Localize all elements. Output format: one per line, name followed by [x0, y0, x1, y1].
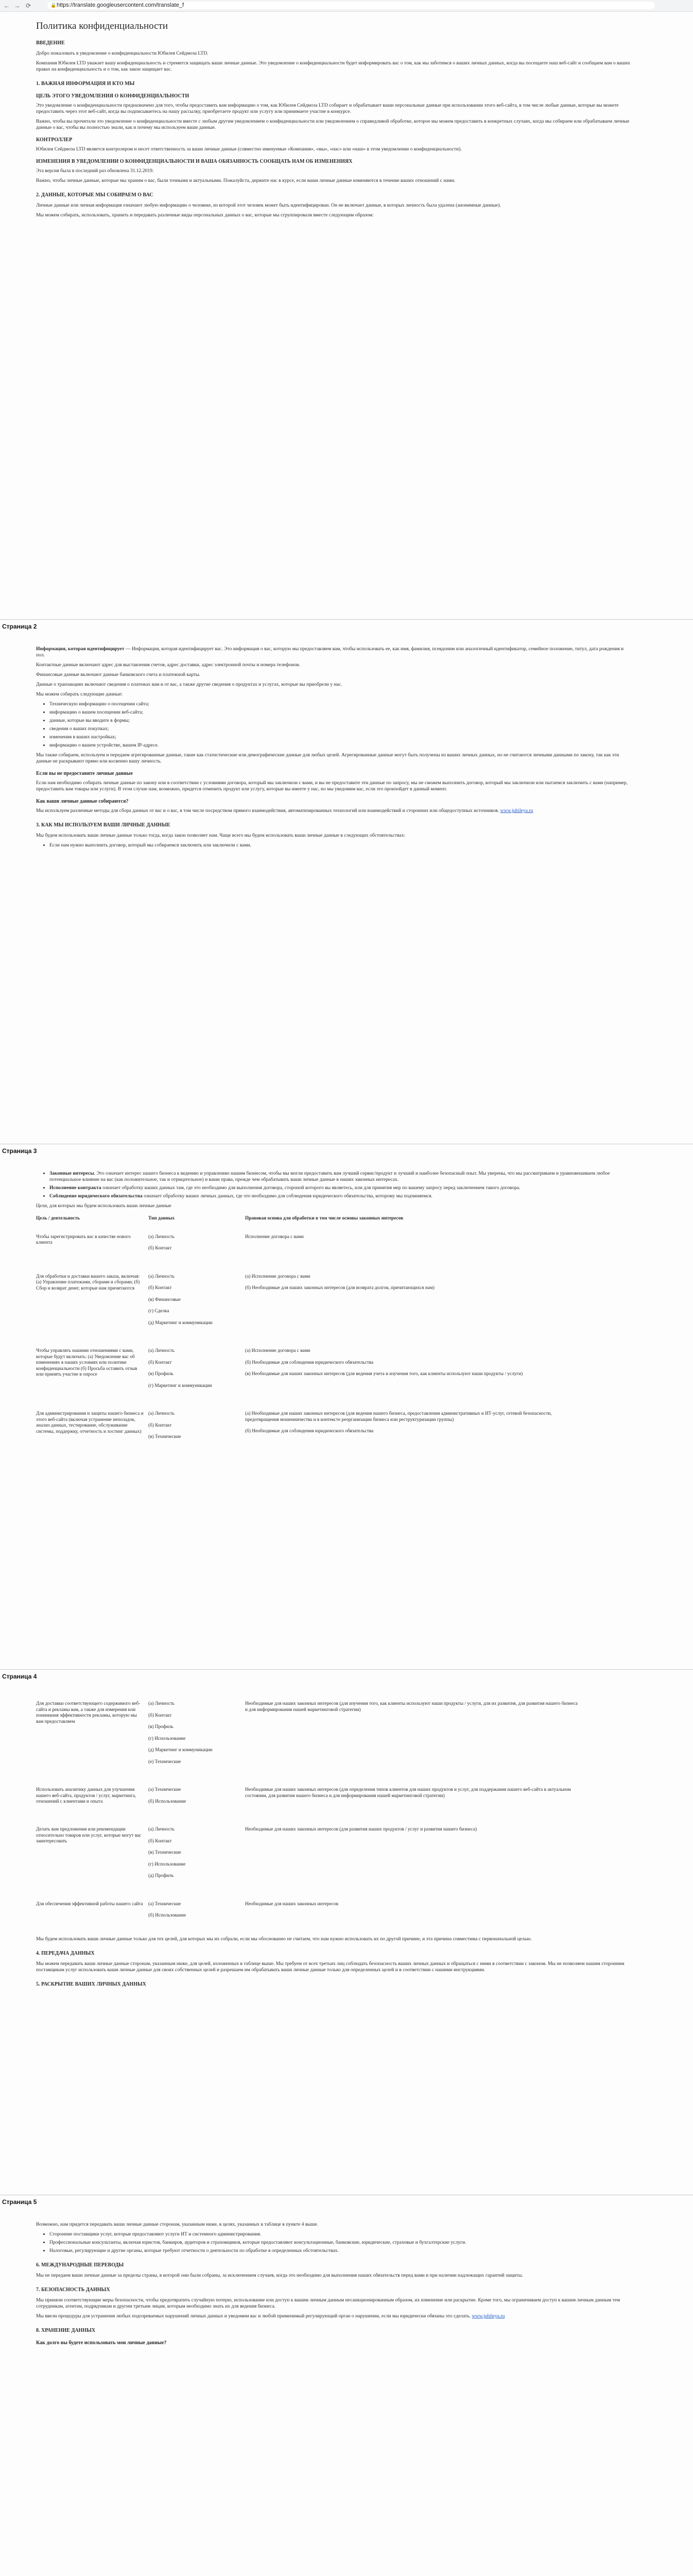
paragraph: Возможно, нам придется передавать ваши личные данные сторонам, указанным ниже, в целях, указанных в таблице в пункте 4 выше.	[36, 2222, 318, 2227]
page-separator	[0, 1144, 693, 1160]
list-item: • Соблюдение юридического обязательства означает обработку ваших личных данных, где это необходимо для соблюдения юридического обязательства, которому мы подчиняемся.	[49, 1193, 633, 1199]
reload-icon[interactable]: ⟳	[25, 2, 31, 9]
forward-icon[interactable]: →	[14, 2, 20, 9]
table-cell: Чтобы зарегистрировать вас в качестве нового клиента	[36, 1234, 131, 1245]
table-cell: (а) Необходимые для наших законных интересов (для ведения нашего бизнеса, предоставления административных и ИТ-услуг, сетевой безопасности, предотвращения мошенничества и в контексте реорганизации бизнеса или реструктуризации группы) (б) Необходимые для соблюдения юридического обязательства	[245, 1411, 552, 1434]
table-cell: Для администрирования и защиты нашего бизнеса и этого веб-сайта (включая устранение неполадок, анализ данных, тестирование, обслуживание системы, поддержку, отчетность и хостинг данных)	[36, 1411, 144, 1434]
document-page-4	[36, 1696, 633, 1992]
list-item: • Налоговые, регулирующие и другие органы, которые требуют отчетности о деятельности по обработке в определенных обстоятельствах.	[49, 2248, 633, 2254]
section-heading: 1. ВАЖНАЯ ИНФОРМАЦИЯ И КТО МЫ	[36, 81, 135, 87]
list-item: • информацию о вашем посещении веб-сайта;	[49, 709, 633, 716]
table-cell: Делать вам предложения или рекомендации относительно товаров или услуг, которые могут вас заинтересовать	[36, 1827, 142, 1844]
section-heading: ВВЕДЕНИЕ	[36, 40, 65, 46]
paragraph: Важно, чтобы вы прочитали это уведомление о конфиденциальности вместе с любым другим уведомлением о конфиденциальности или уведомлением о справедливой обработке, которое мы можем предоставить в конкретных случаях, когда мы собираем или обрабатываем личные данные о вас, чтобы вы полностью знали, как и почему мы используем ваши данные.	[36, 118, 630, 130]
bullet-list	[36, 842, 633, 849]
table-cell: Необходимые для наших законных интересов (для изучения того, как клиенты используют наши продукты / услуги, для их развития, для развития нашего бизнеса и для информирования нашей маркетинговой стратегии)	[245, 1701, 578, 1713]
table-cell: (а) Личность (б) Контакт (в) Технические (г) Использование (д) Профиль	[148, 1827, 186, 1878]
table-cell: Чтобы управлять нашими отношениями с вами, которые будут включать: (а) Уведомление вас об изменениях в наших условиях или политике конфиденциальности (б) Просьба оставить отзыв или принять участие в опросе	[36, 1348, 137, 1377]
paragraph: Личные данные или личная информация означают любую информацию о человеке, из которой этот человек может быть идентифицирован. Он не включает данные, в которых личность была удалена (анонимные данные).	[36, 202, 501, 208]
paragraph: Цели, для которых мы будем использовать ваши личные данные	[36, 1203, 171, 1209]
paragraph: Мы можем передавать ваши личные данные сторонам, указанным ниже, для целей, изложенных в таблице выше. Мы требуем от всех третьих лиц соблюдать безопасность ваших личных данных и обращаться с ними в соответствии с законом. Мы не позволяем нашим сторонним поставщикам услуг использовать ваши личные данные для своих собственных целей и разрешаем им обрабатывать ваши личные данные только для определенных целей и в соответствии с нашими инструкциями.	[36, 1960, 625, 1973]
list-item: • сведения о ваших покупках;	[49, 726, 633, 732]
paragraph: Данные о транзакциях включают сведения о платежах вам и от вас, а также другие сведения о продуктах и услугах, которые вы приобрели у нас.	[36, 682, 342, 687]
table-row	[36, 1822, 582, 1896]
subsection-heading: Как долго вы будете использовать мои личные данные?	[36, 2340, 167, 2346]
page-label: Страница 5	[2, 2198, 37, 2206]
paragraph: Финансовые данные включают данные банковского счета и платежной карты.	[36, 672, 200, 677]
list-item: • Если нам нужно выполнить договор, который мы собираемся заключить или заключили с вами.	[49, 842, 633, 849]
list-item: • изменения в ваших настройках;	[49, 734, 633, 740]
paragraph: Мы не передаем ваши личные данные за пределы страны, в которой они были собраны, за исключением случаев, когда это необходимо для выполнения наших обязательств перед вами и при наличии надлежащих гарантий защиты.	[36, 2273, 523, 2278]
website-link[interactable]: www.jubileya.ru	[472, 2313, 505, 2319]
list-item: • информацию о вашем устройстве, вашем IP-адресе.	[49, 742, 633, 749]
page-separator	[0, 1669, 693, 1685]
paragraph: Мы будем использовать ваши личные данные только для тех целей, для которых мы их собрали, если мы обоснованно не считаем, что нам нужно использовать их по другой причине, и эта причина совместима с первоначальной целью.	[36, 1936, 532, 1942]
table-row	[36, 1229, 582, 1269]
table-header-cell: Тип данных	[148, 1216, 175, 1221]
paragraph: Важно, чтобы личные данные, которые мы храним о вас, были точными и актуальными. Пожалуйста, держите нас в курсе, если ваши личные данные изменяются в течение ваших отношений с нами.	[36, 178, 456, 183]
section-heading: 5. РАСКРЫТИЕ ВАШИХ ЛИЧНЫХ ДАННЫХ	[36, 1981, 146, 1987]
section-heading: 8. ХРАНЕНИЕ ДАННЫХ	[36, 2328, 96, 2333]
table-cell: Исполнение договора с вами	[245, 1234, 304, 1240]
purposes-table	[36, 1213, 582, 1458]
paragraph: Мы используем различные методы для сбора данных от вас и о вас, в том числе посредством прямого взаимодействия, автоматизированных технологий или взаимодействий и сторонних или общедоступных источников. www.jubileya.ru	[36, 808, 533, 814]
table-cell: Использовать аналитику данных для улучшения нашего веб-сайта, продуктов / услуг, маркетинга, отношений с клиентами и опыта	[36, 1787, 136, 1804]
table-header-cell: Цель / деятельность	[36, 1216, 80, 1221]
table-cell: Необходимые для наших законных интересов (для определения типов клиентов для наших продуктов и услуг, для поддержания нашего веб-сайта в актуальном состоянии, для развития нашего бизнеса и для информирования нашей маркетинговой стратегии)	[245, 1787, 571, 1799]
table-cell: Для доставки соответствующего содержимого веб-сайта и рекламы вам, а также для измерения или понимания эффективности рекламы, которую мы вам предоставляем	[36, 1701, 141, 1724]
lock-icon: 🔒	[50, 3, 57, 8]
back-icon[interactable]: ←	[4, 2, 10, 9]
paragraph: Контактные данные включают адрес для выставления счетов, адрес доставки, адрес электронной почты и номера телефонов.	[36, 662, 300, 668]
page-label: Страница 2	[2, 623, 37, 630]
paragraph: Мы ввели процедуры для устранения любых подозреваемых нарушений личных данных и уведомим вас и любой применимый регулирующий орган о нарушении, если мы юридически обязаны это сделать. www.jubileya.ru	[36, 2313, 505, 2319]
paragraph: Мы также собираем, используем и передаем агрегированные данные, такие как статистические или демографические данные для любых целей. Агрегированные данные могут быть получены из ваших личных данных, но не считаются личными данными по закону, так как эти данные не раскрывают прямо или косвенно вашу личность.	[36, 752, 619, 764]
paragraph: Мы можем собирать, использовать, хранить и передавать различные виды персональных данных о вас, которые мы сгруппировали вместе следующим образом:	[36, 212, 374, 218]
document-page-5	[36, 2222, 633, 2349]
table-cell: Для обработки и доставки вашего заказа, включая: (а) Управление платежами, сборами и сборами; (б) Сбор и возврат денег, которые нам причитаются	[36, 1274, 140, 1291]
table-row	[36, 1343, 582, 1406]
page-title: Политика конфиденциальности	[36, 21, 168, 31]
section-heading: 7. БЕЗОПАСНОСТЬ ДАННЫХ	[36, 2287, 110, 2293]
subsection-heading: Если вы не предоставите личные данные	[36, 771, 133, 776]
table-cell: (а) Личность (б) Контакт (в) Финансовые (г) Сделка (д) Маркетинг и коммуникации	[148, 1274, 213, 1326]
table-row	[36, 1696, 582, 1782]
document-page-3	[36, 1171, 633, 1458]
bullet-list	[36, 701, 633, 749]
section-heading: 3. КАК МЫ ИСПОЛЬЗУЕМ ВАШИ ЛИЧНЫЕ ДАННЫЕ	[36, 822, 170, 828]
paragraph: Эта версия была в последний раз обновлена 31.12.2019.	[36, 168, 154, 174]
table-header-row	[36, 1213, 582, 1229]
subsection-heading: КОНТРОЛЛЕР	[36, 137, 73, 143]
paragraph: Юбилея Сейдмоза LTD является контролером и несет ответственность за ваши личные данные (совместно именуемые «Компания», «мы», «нас» или «наш» в этом уведомлении о конфиденциальности).	[36, 146, 462, 152]
table-cell: (а) Личность (б) Контакт (в) Профиль (г) Использование (д) Маркетинг и коммуникации (е) Технические	[148, 1701, 213, 1765]
section-heading: 6. МЕЖДУНАРОДНЫЕ ПЕРЕВОДЫ	[36, 2262, 124, 2268]
list-item: • Исполнение контракта означает обработку ваших данных там, где это необходимо для выполнения договора, стороной которого вы являетесь, или для принятия мер по вашему запросу перед заключением такого договора.	[49, 1185, 633, 1191]
table-row	[36, 1782, 582, 1822]
list-item: • данные, которые вы вводите в формы;	[49, 718, 633, 724]
table-cell: (а) Личность (б) Контакт (в) Профиль (г) Маркетинг и коммуникации	[148, 1348, 212, 1388]
website-link[interactable]: www.jubileya.ru	[500, 808, 533, 814]
address-bar-url: https://translate.googleusercontent.com/translate_f	[57, 2, 184, 8]
list-item: • Техническую информацию о посещении сайта;	[49, 701, 633, 707]
table-cell: (а) Исполнение договора с вами (б) Необходимые для соблюдения юридического обязательства (в) Необходимые для наших законных интересов (для ведения учета и изучения того, как клиенты используют наши продукты / услуги)	[245, 1348, 523, 1377]
table-cell: Для обеспечения эффективной работы нашего сайта	[36, 1901, 143, 1907]
list-item: • Профессиональные консультанты, включая юристов, банкиров, аудиторов и страховщиков, которые предоставляют консультационные, банковские, юридические, страховые и бухгалтерские услуги.	[49, 2240, 633, 2246]
table-row	[36, 1406, 582, 1458]
table-cell: Необходимые для наших законных интересов	[245, 1901, 338, 1907]
browser-toolbar	[0, 0, 693, 12]
paragraph: Это уведомление о конфиденциальности предназначено для того, чтобы предоставить вам информацию о том, как Юбилея Сейдмоза LTD собирает и обрабатывает ваши персональные данные при использовании этого веб-сайта, в том числе любые данные, которые вы можете предоставить через этот веб-сайт, когда вы подписываетесь на нашу рассылку, приобретаете продукт или услугу или принимаете участие в конкурсе.	[36, 103, 619, 114]
table-cell: (а) Технические (б) Использование	[148, 1787, 186, 1804]
table-header-cell: Правовая основа для обработки в том числе основы законных интересов	[245, 1216, 404, 1221]
page-separator	[0, 2195, 693, 2211]
table-cell: (а) Личность (б) Контакт (в) Технические	[148, 1411, 181, 1439]
purposes-table-continued	[36, 1696, 582, 1936]
table-cell: (а) Исполнение договора с вами (б) Необходимые для наших законных интересов (для возврата долгов, причитающихся нам)	[245, 1274, 435, 1291]
document-page-2	[36, 646, 633, 852]
bullet-list	[36, 1171, 633, 1199]
table-row	[36, 1896, 582, 1936]
subsection-heading: ИЗМЕНЕНИЯ В УВЕДОМЛЕНИИ О КОНФИДЕНЦИАЛЬНОСТИ И ВАША ОБЯЗАННОСТЬ СООБЩАТЬ НАМ ОБ ИЗМЕНЕНИЯХ	[36, 159, 353, 164]
paragraph: Мы приняли соответствующие меры безопасности, чтобы предотвратить случайную потерю, использование или доступ к вашим личным данным несанкционированным образом, их изменение или раскрытие. Кроме того, мы ограничиваем доступ к вашим личным данным тем сотрудникам, агентам, подрядчикам и другим третьим лицам, которым необходимо знать их для ведения бизнеса.	[36, 2297, 620, 2309]
paragraph: Информация, которая идентифицирует — Информация, которая идентифицирует вас. Это информация о вас, которую мы предоставляем вам, чтобы использовать ее, как имя, фамилия, псевдоним или аналогичный идентификатор, семейное положение, титул, дата рождения и пол.	[36, 646, 624, 658]
paragraph: Добро пожаловать в уведомление о конфиденциальности Юбилея Сейдмоза LTD.	[36, 50, 209, 56]
subsection-heading: ЦЕЛЬ ЭТОГО УВЕДОМЛЕНИЯ О КОНФИДЕНЦИАЛЬНОСТИ	[36, 93, 189, 99]
bullet-list	[36, 2231, 633, 2254]
page-label: Страница 4	[2, 1673, 37, 1680]
page-separator	[0, 619, 693, 635]
subsection-heading: Как ваши личные данные собираются?	[36, 799, 129, 804]
table-row	[36, 1269, 582, 1344]
paragraph: Компания Юбилея LTD уважает вашу конфиденциальность и стремится защищать ваши личные данные. Это уведомление о конфиденциальности будет информировать вас о том, как мы заботимся о ваших личных данных, когда вы посещаете наш веб-сайт и сообщаем вам о ваших правах на конфиденциальность и о том, как закон защищает вас.	[36, 60, 630, 72]
page-label: Страница 3	[2, 1147, 37, 1155]
paragraph: Если нам необходимо собирать личные данные по закону или в соответствии с условиями договора, который мы заключили с вами, и вы не предоставите эти данные по запросу, мы не сможем выполнить договор, который мы заключили или пытаемся заключить с вами (например, предоставить вам товары или услуги). В этом случае нам, возможно, придется отменить продукт или услугу, которые вы имеете у нас, но мы уведомим вас, если это произойдет в данный момент.	[36, 780, 628, 792]
paragraph: Мы можем собирать следующие данные:	[36, 691, 123, 697]
document-page-1	[36, 21, 633, 222]
list-item: • Законные интересы. Это означает интерес нашего бизнеса к ведению и управлению нашим бизнесом, чтобы мы могли предоставить вам лучший сервис/продукт и лучший и наиболее безопасный опыт. Мы уверены, что мы рассматриваем и уравновешиваем любое потенциальное влияние на вас (как положительное, так и отрицательное) и ваши права, прежде чем обрабатывать ваши личные данные в наших законных интересах.	[49, 1171, 633, 1183]
paragraph: Мы будем использовать ваши личные данные только тогда, когда закон позволяет нам. Чаще всего мы будем использовать ваши личные данные в следующих обстоятельствах:	[36, 833, 406, 838]
table-cell: (а) Технические (б) Использование	[148, 1901, 186, 1918]
list-item: • Сторонние поставщики услуг, которые предоставляют услуги ИТ и системного администрирования.	[49, 2231, 633, 2238]
section-heading: 4. ПЕРЕДАЧА ДАННЫХ	[36, 1950, 95, 1956]
section-heading: 2. ДАННЫЕ, КОТОРЫЕ МЫ СОБИРАЕМ О ВАС	[36, 192, 153, 198]
table-cell: Необходимые для наших законных интересов (для развития наших продуктов / услуг и развития нашего бизнеса)	[245, 1827, 477, 1832]
address-bar[interactable]	[47, 2, 655, 9]
table-cell: (а) Личность (б) Контакт	[148, 1234, 175, 1251]
